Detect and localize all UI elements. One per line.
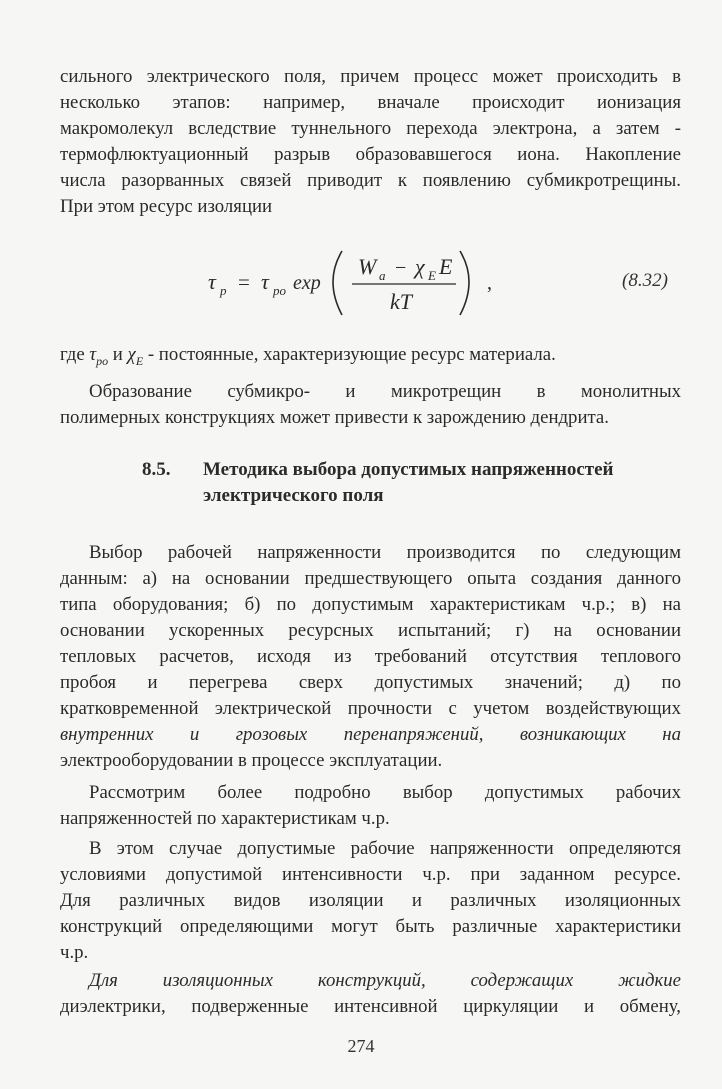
paragraph-text — [60, 968, 681, 1020]
formula-denominator: kT — [390, 289, 412, 314]
text-line: конструкций определяющими могут быть различные характеристики — [60, 916, 681, 937]
equation-number: (8.32) — [622, 270, 668, 291]
paragraph-text — [60, 379, 681, 431]
formula-rhs-sub: po — [273, 283, 286, 298]
text-line: кратковременной электрической прочности с учетом воздействующих — [60, 698, 681, 719]
formula-rhs-tau: τ — [261, 269, 269, 294]
section-title-line-2: электрического поля — [203, 485, 384, 506]
text-line: При этом ресурс изоляции — [60, 196, 273, 217]
where-text — [60, 342, 681, 374]
text-line: Рассмотрим более подробно выбор допустимых рабочих — [89, 782, 681, 803]
text-line: числа разорванных связей приводит к появлению субмикротрещины. — [60, 170, 681, 191]
formula-comma: , — [487, 272, 492, 294]
section-title-line-1: Методика выбора допустимых напряженностей — [203, 459, 614, 480]
chi-sub: E — [135, 353, 144, 368]
text-line: макромолекул вследствие туннельного перехода электрона, а затем - — [60, 118, 681, 139]
text-line: В этом случае допустимые рабочие напряженности определяются — [89, 838, 681, 859]
text-line: полимерных конструкциях может привести к зарождению дендрита. — [60, 407, 609, 428]
text-line: тепловых расчетов, исходя из требований отсутствия теплового — [60, 646, 681, 667]
where-suffix: - постоянные, характеризующие ресурс материала. — [143, 344, 556, 365]
formula-minus: − — [395, 257, 407, 279]
paragraph-1 — [60, 64, 681, 220]
paragraph-5 — [60, 836, 681, 966]
paragraph-2 — [60, 379, 681, 431]
right-paren — [460, 251, 469, 315]
formula-num-W-sub: a — [379, 268, 386, 283]
page-number: 274 — [347, 1036, 375, 1056]
text-line: пробоя и перегрева сверх допустимых значений; д) по — [60, 672, 681, 693]
text-line: внутренних и грозовых перенапряжений, возникающих на — [60, 724, 681, 745]
text-line: диэлектрики, подверженные интенсивной циркуляции и обмену, — [60, 996, 681, 1017]
tau-sub: po — [96, 353, 109, 368]
where-and: и — [108, 344, 128, 365]
paragraph-3 — [60, 540, 681, 774]
formula-8-32 — [0, 243, 722, 321]
text-line: типа оборудования; б) по допустимым характеристикам ч.р.; в) на — [60, 594, 681, 615]
text-line: Образование субмикро- и микротрещин в монолитных — [89, 381, 681, 402]
formula-equals: = — [238, 270, 250, 294]
where-prefix: где — [60, 344, 90, 365]
left-paren — [333, 251, 342, 315]
formula-num-W: W — [358, 254, 377, 279]
text-line: электрооборудовании в процессе эксплуатации. — [60, 750, 443, 771]
text-line: сильного электрического поля, причем процесс может происходить в — [60, 66, 681, 87]
paragraph-text — [60, 64, 681, 220]
formula-exp: exp — [293, 272, 321, 294]
text-line: напряженностей по характеристикам ч.р. — [60, 808, 390, 829]
text-line: Для различных видов изоляции и различных изоляционных — [60, 890, 681, 911]
text-line: основании ускоренных ресурсных испытаний; г) на основании — [60, 620, 681, 641]
paragraph-text — [60, 780, 681, 832]
formula-num-chi: χ — [415, 254, 425, 279]
section-number: 8.5. — [142, 459, 171, 480]
formula-lhs-sub: p — [220, 283, 227, 298]
where-line — [60, 342, 681, 374]
paragraph-text — [60, 540, 681, 774]
formula-lhs-tau: τ — [208, 269, 216, 294]
chi-symbol: χ — [127, 344, 136, 365]
text-line: термофлюктуационный разрыв образовавшегося иона. Накопление — [60, 144, 681, 165]
text-line: данным: а) на основании предшествующего опыта создания данного — [60, 568, 681, 589]
paragraph-text — [60, 836, 681, 966]
paragraph-6 — [60, 968, 681, 1020]
text-line: ч.р. — [60, 942, 89, 963]
section-heading — [142, 457, 614, 509]
tau-symbol: τ — [89, 344, 97, 365]
paragraph-4 — [60, 780, 681, 832]
formula-num-E: E — [439, 254, 453, 279]
text-line: несколько этапов: например, вначале происходит ионизация — [60, 92, 681, 113]
text-line: Для изоляционных конструкций, содержащих жидкие — [89, 970, 681, 991]
text-line: Выбор рабочей напряженности производится по следующим — [89, 542, 681, 563]
formula-num-chi-sub: E — [428, 268, 436, 283]
text-line: условиями допустимой интенсивности ч.р. при заданном ресурсе. — [60, 864, 681, 885]
